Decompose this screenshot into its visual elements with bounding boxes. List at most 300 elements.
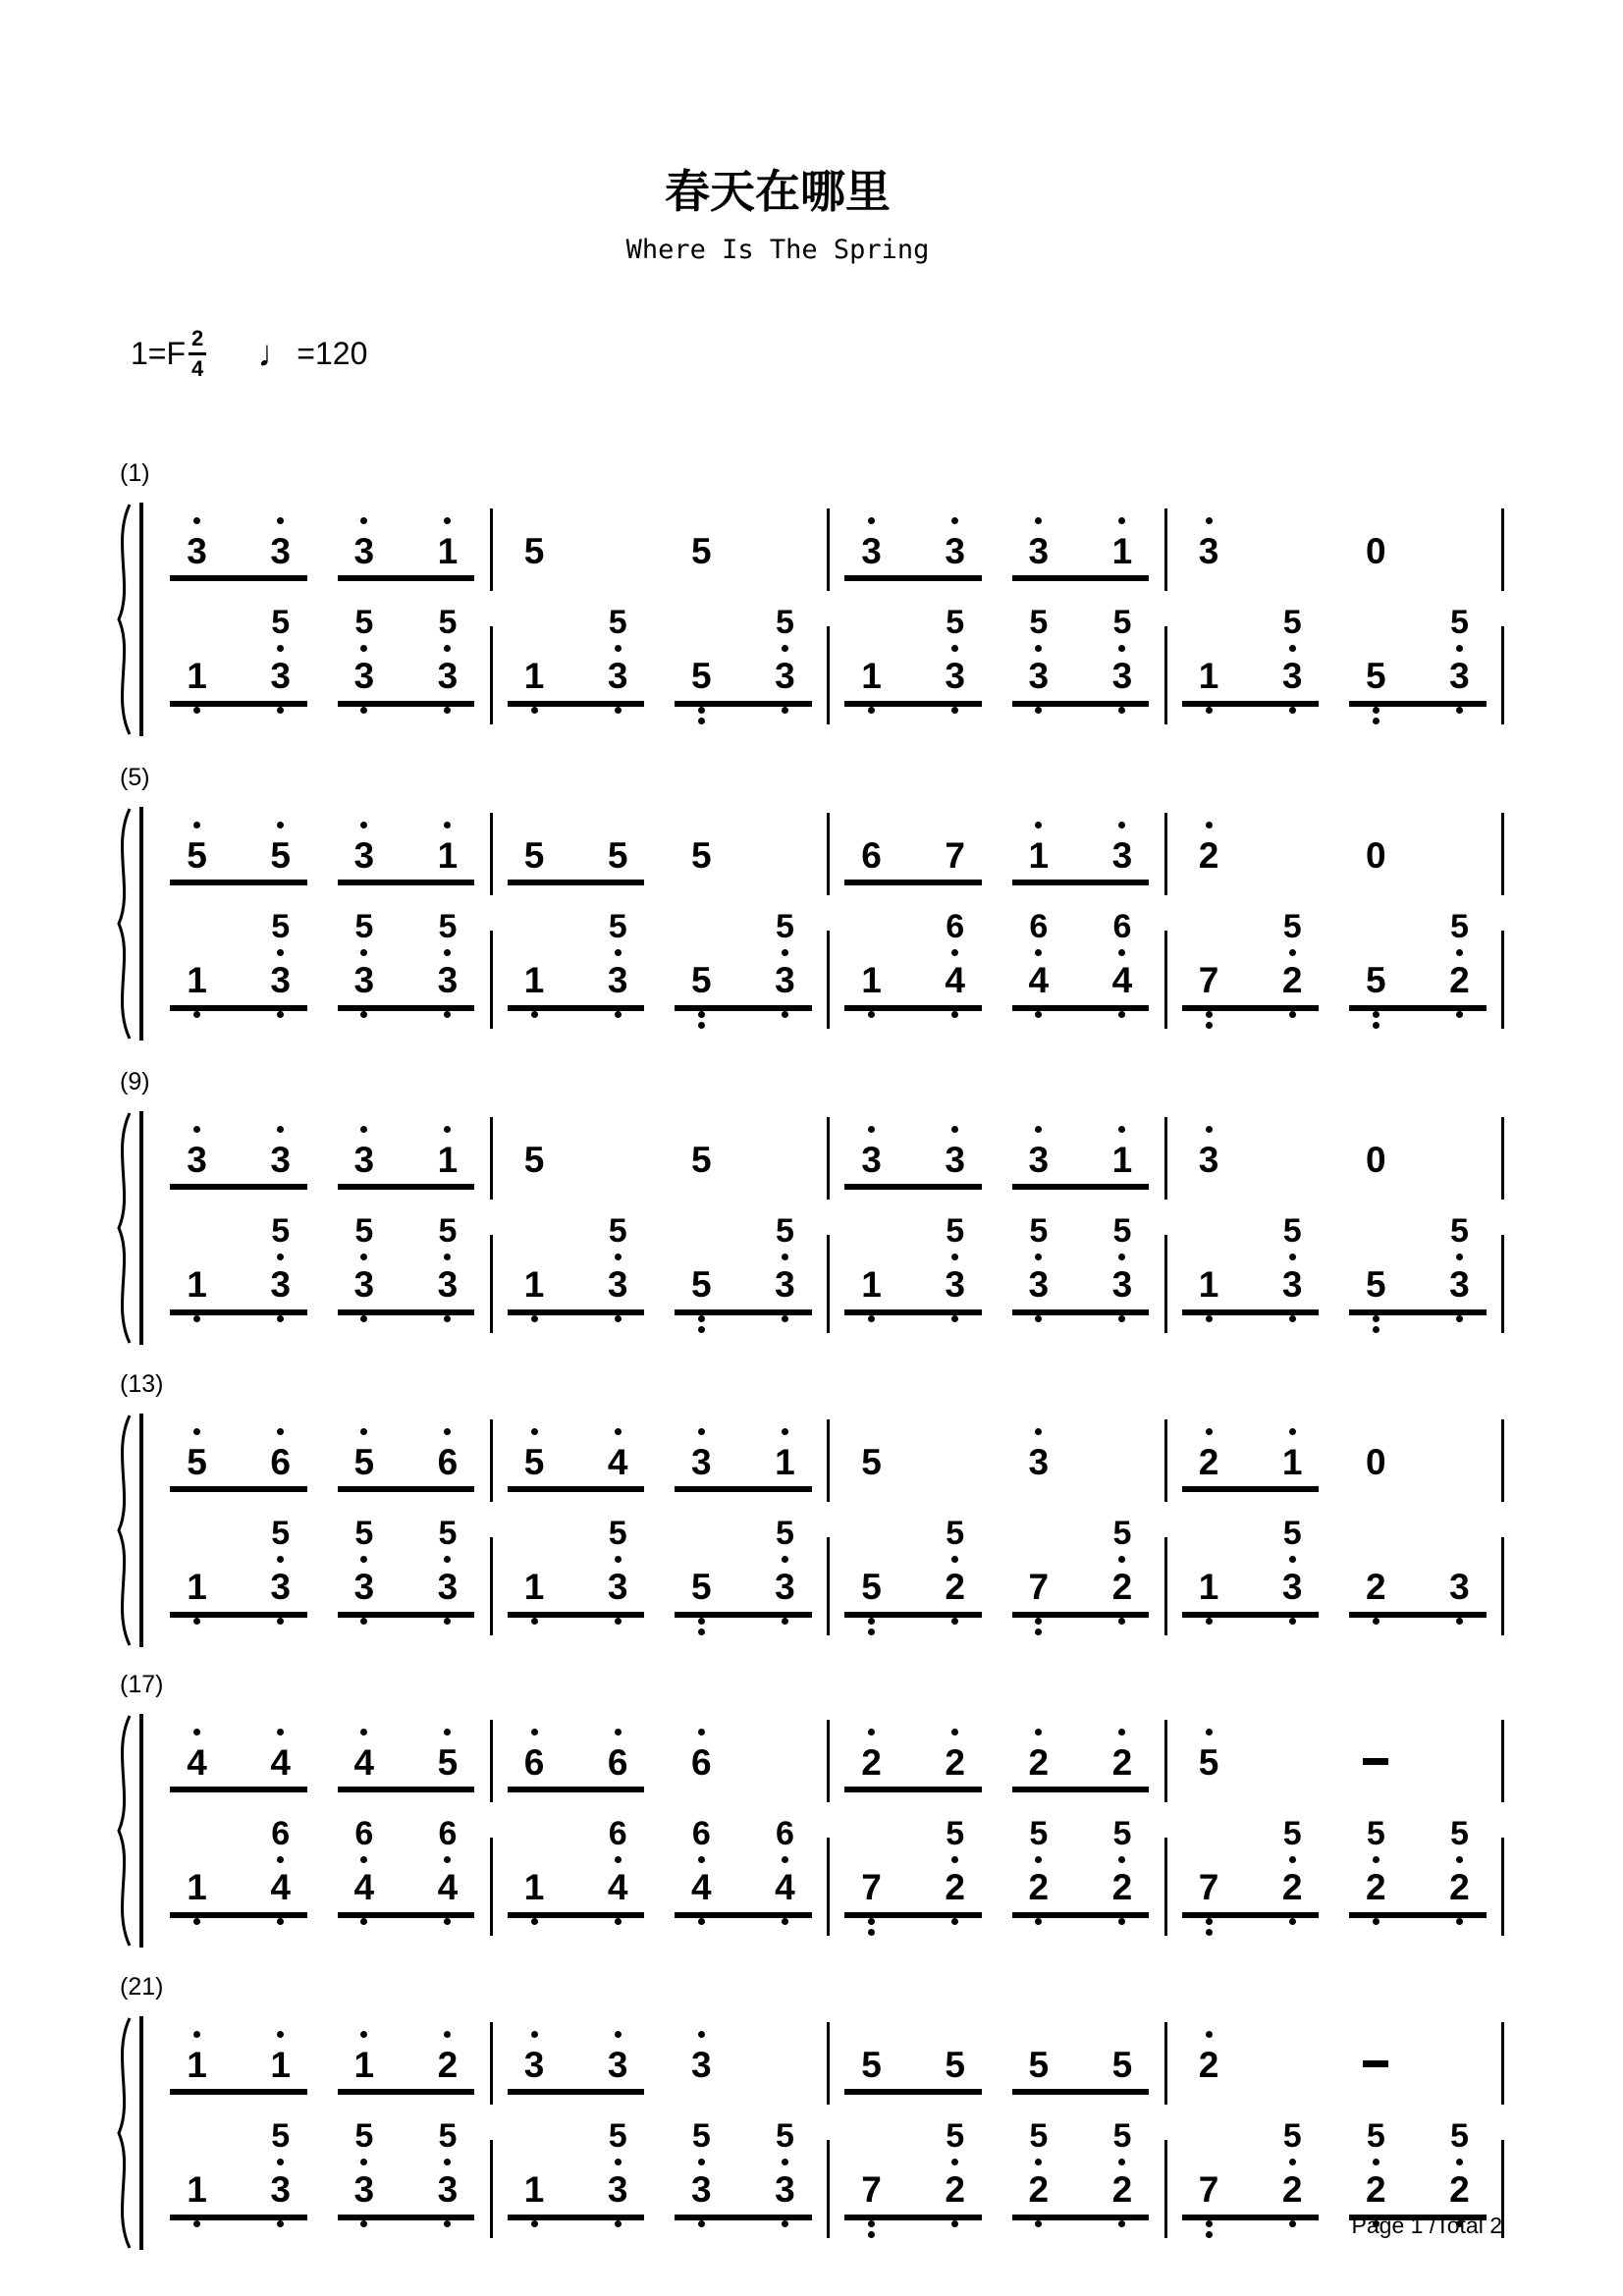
chord-top-dot-area — [782, 1249, 788, 1264]
chord-top-dot-area — [782, 2154, 788, 2169]
octave-dot-above — [193, 1729, 200, 1735]
octave-dot-below — [782, 1918, 788, 1925]
note — [155, 1421, 239, 1486]
chord-top-number: 5 — [271, 908, 291, 945]
octave-dot-above — [277, 1126, 284, 1133]
note — [1167, 1213, 1251, 1339]
score-subtitle: Where Is The Spring — [625, 234, 930, 265]
melody-line — [155, 815, 1504, 887]
note-number: 3 — [1281, 1567, 1303, 1607]
note — [239, 605, 322, 730]
note — [493, 1213, 576, 1339]
octave-dot-above — [531, 2031, 538, 2038]
beam-group — [493, 510, 660, 575]
octave-dot-below — [1456, 1618, 1463, 1625]
beam-line — [675, 701, 812, 707]
beam-line — [675, 2215, 812, 2220]
note — [1251, 909, 1334, 1035]
octave-dot-area — [1118, 510, 1125, 530]
beam-line — [508, 2215, 645, 2220]
octave-dot-area — [1118, 815, 1125, 834]
octave-dot-below — [1289, 1011, 1296, 1018]
barline — [1501, 931, 1504, 1029]
note — [660, 2118, 743, 2244]
chord-top-number: 5 — [1029, 2117, 1049, 2155]
octave-dot-below — [698, 1618, 705, 1625]
octave-dot-below — [698, 2220, 705, 2227]
note-number — [1363, 1741, 1388, 1787]
octave-dot-below — [951, 1315, 958, 1322]
chord-top-number: 5 — [775, 1515, 794, 1552]
beam-group — [1167, 510, 1334, 575]
octave-dot-below — [782, 2159, 788, 2165]
chord-top-dot-area — [951, 640, 958, 656]
octave-dot-below — [615, 2159, 622, 2165]
measure — [155, 1816, 490, 1942]
note — [322, 605, 406, 730]
octave-dot-below — [782, 949, 788, 956]
note-number: 3 — [775, 960, 795, 1000]
slot-spacer — [1251, 510, 1334, 575]
octave-dot-area — [444, 510, 451, 530]
note-number: 1 — [523, 1567, 545, 1607]
beam-group — [660, 2024, 827, 2089]
note-number: 6 — [437, 1442, 459, 1482]
note-number: 2 — [1281, 1867, 1303, 1907]
beam-line — [1012, 701, 1150, 707]
system-start-line — [139, 807, 143, 1041]
octave-dot-above — [868, 1729, 875, 1735]
octave-dot-below — [277, 1618, 284, 1625]
note-number: 4 — [353, 1867, 375, 1907]
beam-group — [155, 1516, 322, 1641]
note-number: 3 — [861, 531, 882, 571]
octave-dot-above — [531, 1428, 538, 1435]
chord-top-dot-area — [444, 944, 451, 960]
beam-group — [322, 1516, 489, 1641]
octave-dot-area — [193, 2024, 200, 2044]
barline — [1501, 1117, 1504, 1200]
beam-group — [1167, 605, 1334, 730]
slot-spacer — [913, 1421, 997, 1486]
note-number: 2 — [1366, 1567, 1386, 1607]
note-number: 3 — [691, 1442, 712, 1482]
note — [239, 1421, 322, 1486]
octave-dot-below — [698, 718, 705, 724]
measure — [830, 510, 1164, 575]
octave-dot-below — [782, 1618, 788, 1625]
beam-line — [1012, 2089, 1150, 2095]
octave-dot-area — [1035, 815, 1042, 834]
measure — [830, 1722, 1164, 1787]
chord-top-dot-area — [951, 1249, 958, 1264]
chord-top-number: 5 — [271, 604, 291, 641]
beam-line — [170, 1005, 307, 1011]
slot-spacer — [743, 1722, 827, 1787]
note-number: 2 — [1111, 1742, 1133, 1783]
measure — [155, 2118, 490, 2244]
note-number: 7 — [861, 1867, 882, 1907]
note-number: 2 — [945, 1867, 965, 1907]
note-number: 3 — [1111, 1264, 1133, 1305]
note — [406, 815, 489, 880]
note — [660, 1119, 743, 1184]
beam-line — [508, 1612, 645, 1618]
note-number: 3 — [775, 1567, 795, 1607]
note-number: 2 — [1198, 835, 1219, 876]
note-number: 1 — [523, 960, 545, 1000]
octave-dot-area — [531, 1421, 538, 1441]
chord-top-number: 5 — [1282, 1815, 1302, 1852]
octave-dot-area — [360, 1421, 367, 1441]
octave-dot-below — [1289, 1556, 1296, 1563]
note-number: 1 — [187, 960, 207, 1000]
octave-dot-above — [277, 1428, 284, 1435]
note-number: 5 — [270, 835, 291, 876]
note — [155, 2118, 239, 2244]
beam-group — [997, 1816, 1163, 1942]
octave-dot-below — [277, 2159, 284, 2165]
octave-dot-area — [277, 2024, 284, 2044]
chord-top-dot-area — [1456, 1851, 1463, 1867]
note-number: 5 — [861, 2045, 882, 2085]
note-number: 3 — [1449, 1567, 1470, 1607]
measure — [1167, 2024, 1502, 2089]
octave-dot-below — [782, 707, 788, 714]
note-number: 3 — [1028, 656, 1050, 696]
octave-dot-above — [1035, 1729, 1042, 1735]
octave-dot-below — [1118, 1918, 1125, 1925]
note — [239, 2118, 322, 2244]
octave-dot-area — [868, 510, 875, 530]
beam-group — [155, 510, 322, 575]
chord-top-number: 5 — [946, 1815, 965, 1852]
octave-dot-below — [1289, 949, 1296, 956]
octave-dot-below — [951, 645, 958, 652]
octave-dot-below — [1035, 1254, 1042, 1260]
note — [743, 909, 827, 1035]
chord-top-number: 5 — [1282, 1212, 1302, 1250]
note — [239, 1722, 322, 1787]
octave-dot-area — [868, 1722, 875, 1741]
note — [997, 1816, 1080, 1942]
note — [660, 815, 743, 880]
note — [1251, 1816, 1334, 1942]
octave-dot-below — [360, 1556, 367, 1563]
beam-line — [1182, 1612, 1320, 1618]
measure — [1167, 510, 1502, 575]
octave-dot-below — [444, 1254, 451, 1260]
chord-top-number: 5 — [1282, 1515, 1302, 1552]
melody-line — [155, 1119, 1504, 1192]
beam-group — [660, 2118, 827, 2244]
octave-dot-below — [615, 1254, 622, 1260]
octave-dot-above — [1206, 1428, 1213, 1435]
chord-top-number: 6 — [438, 1815, 458, 1852]
note-number: 2 — [1111, 1567, 1133, 1607]
octave-dot-below — [1456, 1315, 1463, 1322]
beam-group — [155, 815, 322, 880]
note — [322, 1516, 406, 1641]
note — [1080, 1722, 1163, 1787]
chord-top-dot-area — [1289, 1551, 1296, 1567]
octave-dot-below — [277, 2220, 284, 2227]
note-number: 3 — [1281, 1264, 1303, 1305]
measure — [493, 1119, 828, 1184]
measure — [830, 2024, 1164, 2089]
octave-dot-below — [782, 1556, 788, 1563]
beam-group — [322, 909, 489, 1035]
chord-top-number: 5 — [946, 1212, 965, 1250]
beam-group — [660, 1213, 827, 1339]
beam-group — [493, 2024, 660, 2089]
octave-dot-below — [1456, 949, 1463, 956]
note-number: 3 — [1028, 1264, 1050, 1305]
beam-line — [338, 880, 475, 885]
octave-dot-below — [1118, 1618, 1125, 1625]
octave-dot-below — [1035, 1011, 1042, 1018]
octave-dot-below — [1206, 1918, 1213, 1925]
beam-line — [338, 575, 475, 581]
beam-group — [155, 2118, 322, 2244]
octave-dot-below — [444, 1918, 451, 1925]
measure — [493, 1421, 828, 1486]
beam-group — [322, 1816, 489, 1942]
note-number: 1 — [187, 1567, 207, 1607]
measure — [493, 1213, 828, 1339]
chord-top-number: 6 — [608, 1815, 627, 1852]
note — [322, 909, 406, 1035]
note — [660, 2024, 743, 2089]
octave-dot-below — [698, 1022, 705, 1029]
note — [1334, 1516, 1418, 1641]
beam-line — [170, 575, 307, 581]
beam-group — [1334, 1213, 1501, 1339]
note — [660, 605, 743, 730]
note — [493, 510, 576, 575]
octave-dot-below — [951, 949, 958, 956]
note-number: 3 — [270, 656, 291, 696]
chord-top-number: 5 — [1282, 2117, 1302, 2155]
octave-dot-area — [615, 2024, 622, 2044]
octave-dot-area — [615, 1722, 622, 1741]
note — [1167, 510, 1251, 575]
slot-spacer — [1418, 2024, 1501, 2089]
octave-dot-area — [1206, 510, 1213, 530]
chord-top-dot-area — [1118, 2154, 1125, 2169]
octave-dot-area — [444, 2024, 451, 2044]
note-number: 3 — [945, 531, 965, 571]
note-number: 5 — [861, 1442, 882, 1482]
note — [493, 1421, 576, 1486]
chord-top-number: 5 — [354, 604, 374, 641]
octave-dot-below — [698, 707, 705, 714]
barline — [1501, 2022, 1504, 2105]
note — [576, 605, 660, 730]
note — [576, 1516, 660, 1641]
chord-top-dot-area — [444, 1551, 451, 1567]
note — [1418, 1816, 1501, 1942]
note — [155, 510, 239, 575]
octave-dot-area — [1035, 1722, 1042, 1741]
octave-dot-above — [444, 1126, 451, 1133]
octave-dot-area — [531, 1722, 538, 1741]
slot-spacer — [1418, 815, 1501, 880]
system-brace-icon — [110, 807, 135, 1045]
note — [406, 510, 489, 575]
measure — [155, 815, 490, 880]
octave-dot-above — [277, 1729, 284, 1735]
beam-line — [1182, 2215, 1320, 2220]
octave-dot-below — [615, 2220, 622, 2227]
octave-dot-above — [360, 822, 367, 828]
chord-top-number: 5 — [354, 908, 374, 945]
octave-dot-below — [868, 1315, 875, 1322]
note-number: 7 — [861, 2169, 882, 2210]
chord-top-number: 5 — [608, 908, 627, 945]
beam-group — [155, 1816, 322, 1942]
octave-dot-area — [360, 510, 367, 530]
beam-group — [322, 1421, 489, 1486]
beam-group — [155, 1213, 322, 1339]
note — [493, 815, 576, 880]
note — [1334, 2024, 1418, 2089]
beam-group — [322, 605, 489, 730]
octave-dot-below — [1206, 1011, 1213, 1018]
barline — [1501, 1537, 1504, 1635]
note — [322, 2118, 406, 2244]
note-number: 5 — [523, 835, 545, 876]
note — [1080, 1213, 1163, 1339]
note-number: 3 — [353, 835, 375, 876]
note-number: 3 — [1198, 531, 1219, 571]
note-number: 3 — [187, 531, 207, 571]
octave-dot-below — [277, 1315, 284, 1322]
octave-dot-above — [615, 2031, 622, 2038]
note — [239, 510, 322, 575]
chord-top-number: 5 — [438, 1515, 458, 1552]
octave-dot-below — [615, 1556, 622, 1563]
chord-top-number: 5 — [1282, 908, 1302, 945]
octave-dot-above — [277, 822, 284, 828]
note — [1080, 1516, 1163, 1641]
octave-dot-area — [360, 815, 367, 834]
beam-line — [675, 1612, 812, 1618]
octave-dot-area — [1118, 1119, 1125, 1139]
beam-group — [660, 1722, 827, 1787]
octave-dot-below — [277, 1556, 284, 1563]
note — [830, 510, 913, 575]
note-number: 3 — [1449, 1264, 1470, 1305]
note-number: 5 — [691, 531, 712, 571]
beam-line — [508, 701, 645, 707]
beam-group — [322, 510, 489, 575]
beam-line — [844, 1787, 982, 1792]
note — [1251, 2118, 1334, 2244]
beam-line — [338, 1184, 475, 1190]
note — [1334, 1119, 1418, 1184]
beam-group — [997, 1421, 1163, 1486]
note-number: 1 — [775, 1442, 795, 1482]
note — [1334, 815, 1418, 880]
octave-dot-below — [951, 707, 958, 714]
note-number: 5 — [523, 1442, 545, 1482]
barline — [1501, 813, 1504, 895]
octave-dot-above — [1118, 822, 1125, 828]
beam-line — [844, 2215, 982, 2220]
note-number: 1 — [187, 656, 207, 696]
chord-top-number: 5 — [271, 1515, 291, 1552]
system-measure-label: (5) — [120, 764, 150, 791]
octave-dot-below — [531, 1618, 538, 1625]
note-number: 0 — [1366, 1140, 1386, 1180]
note-number: 2 — [1198, 1442, 1219, 1482]
note-number: 5 — [523, 1140, 545, 1180]
octave-dot-below — [193, 2220, 200, 2227]
beam-group — [830, 2118, 997, 2244]
note — [406, 909, 489, 1035]
octave-dot-area — [951, 1722, 958, 1741]
octave-dot-below — [1289, 645, 1296, 652]
octave-dot-below — [615, 1918, 622, 1925]
note — [1418, 605, 1501, 730]
beam-line — [844, 1612, 982, 1618]
octave-dot-below — [1373, 1326, 1380, 1333]
octave-dot-below — [1289, 707, 1296, 714]
note-number: 3 — [437, 2169, 459, 2210]
accompaniment-line — [155, 1816, 1504, 1938]
octave-dot-area — [360, 2024, 367, 2044]
note-number: 1 — [1111, 531, 1133, 571]
beam-line — [844, 1912, 982, 1918]
beam-group — [660, 605, 827, 730]
beam-line — [1012, 2215, 1150, 2220]
octave-dot-above — [868, 517, 875, 524]
octave-dot-below — [1456, 1011, 1463, 1018]
beam-group — [1167, 815, 1334, 880]
beam-group — [1334, 1722, 1501, 1787]
note — [660, 1722, 743, 1787]
note — [155, 909, 239, 1035]
beam-line — [508, 880, 645, 885]
octave-dot-below — [868, 707, 875, 714]
chord-top-dot-area — [360, 2154, 367, 2169]
slot-spacer — [1418, 1119, 1501, 1184]
system-start-line — [139, 2016, 143, 2250]
beam-group — [322, 2024, 489, 2089]
note-number: 3 — [437, 656, 459, 696]
note-number: 4 — [437, 1867, 459, 1907]
octave-dot-below — [277, 949, 284, 956]
note — [493, 1816, 576, 1942]
octave-dot-below — [1373, 707, 1380, 714]
beam-line — [508, 1005, 645, 1011]
beam-group — [660, 1119, 827, 1184]
measure — [1167, 1213, 1502, 1339]
time-signature-denominator: 4 — [189, 352, 206, 380]
chord-top-dot-area — [1035, 640, 1042, 656]
system-start-line — [139, 1414, 143, 1647]
beam-line — [675, 1912, 812, 1918]
octave-dot-below — [951, 1011, 958, 1018]
octave-dot-below — [277, 707, 284, 714]
octave-dot-below — [193, 1918, 200, 1925]
note — [322, 2024, 406, 2089]
measure — [155, 605, 490, 730]
note — [322, 510, 406, 575]
note-number: 2 — [1281, 960, 1303, 1000]
note — [660, 1213, 743, 1339]
